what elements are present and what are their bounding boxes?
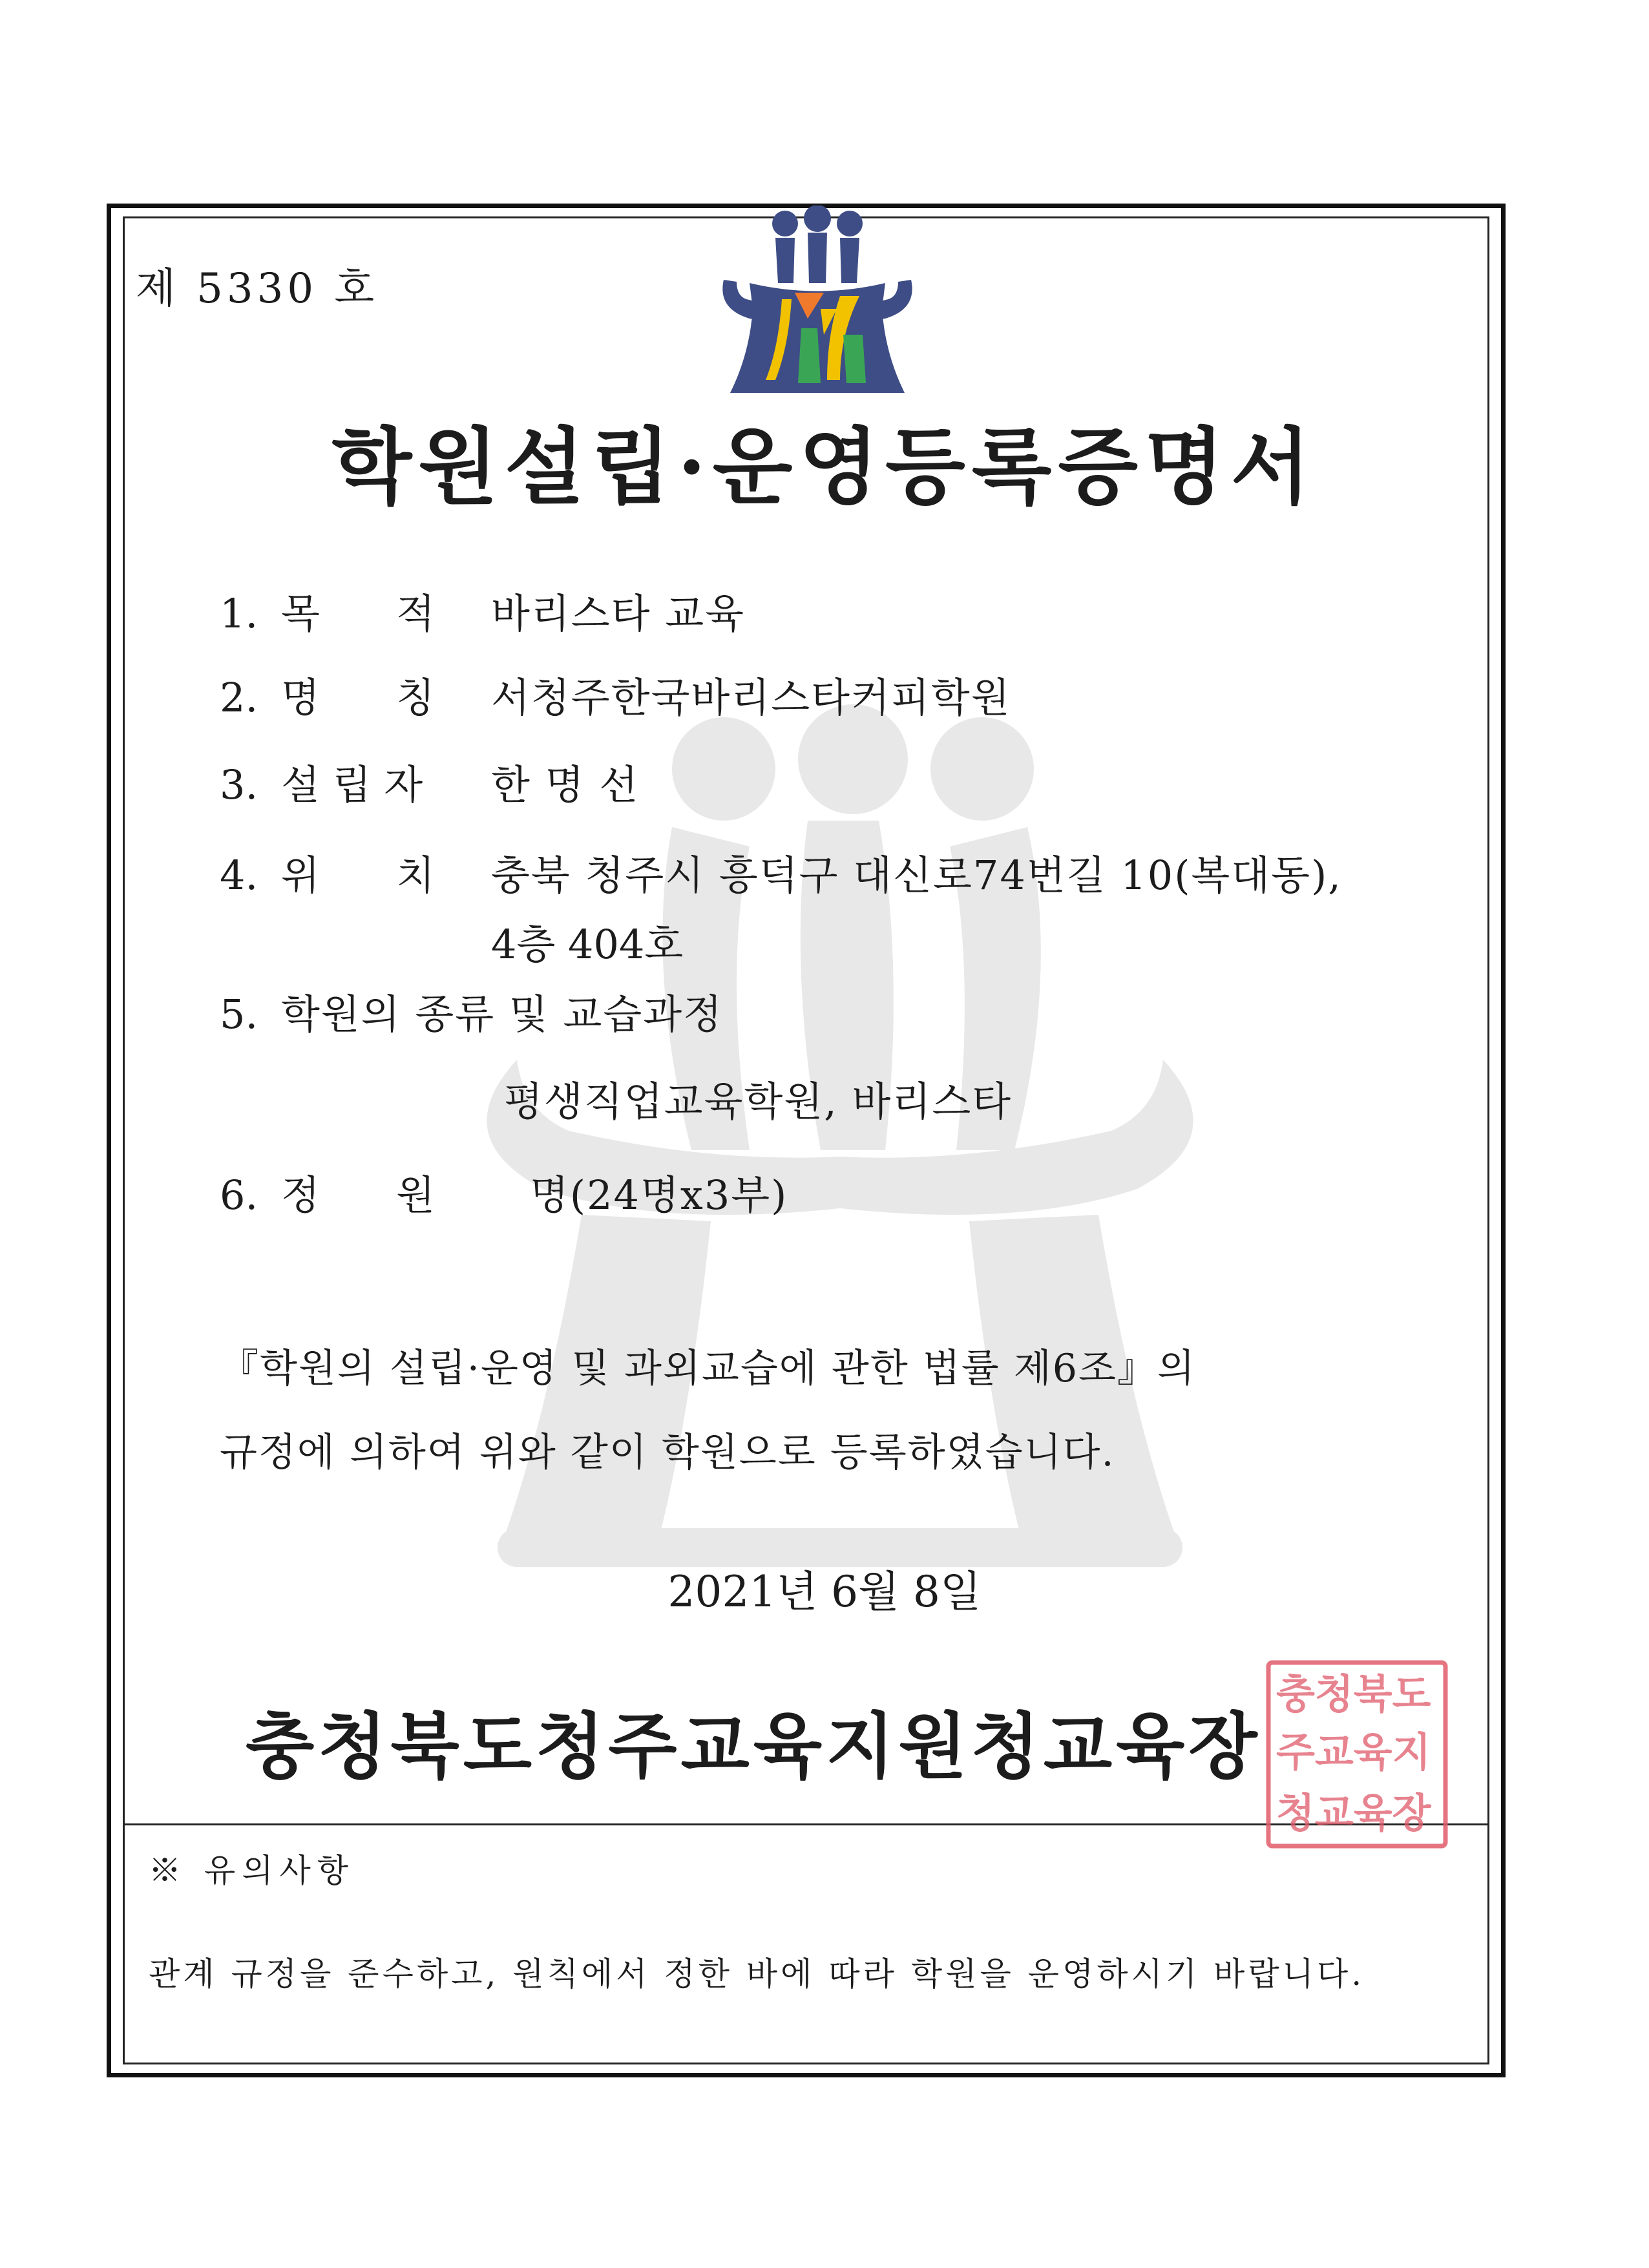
item-founder xyxy=(220,753,639,810)
notice-body: 관계 규정을 준수하고, 원칙에서 정한 바에 따라 학원을 운영하시기 바랍니다. xyxy=(149,1955,1365,1993)
issuer-name: 충청북도청주교육지원청교육장 xyxy=(246,1705,1261,1788)
item-label: 설 립 자 xyxy=(281,761,423,808)
item-label: 명 칭 xyxy=(281,674,436,721)
issue-date: 2021년 6월 8일 xyxy=(667,1567,982,1617)
svg-text:청교육장: 청교육장 xyxy=(1276,1789,1431,1836)
item-number: 5. xyxy=(220,991,258,1038)
item-value: 서청주한국바리스타커피학원 xyxy=(491,674,1011,721)
item-label: 학원의 종류 및 교습과정 xyxy=(281,991,724,1038)
item-number: 1. xyxy=(220,590,258,637)
official-seal xyxy=(1263,1657,1451,1851)
item-purpose xyxy=(220,582,745,639)
item-number: 2. xyxy=(220,674,258,721)
item-type-course-value: 평생직업교육학원, 바리스타 xyxy=(504,1078,1013,1125)
item-number: 4. xyxy=(220,852,258,899)
svg-text:충청북도: 충청북도 xyxy=(1276,1670,1431,1717)
document-title: 학원설립·운영등록증명서 xyxy=(331,419,1318,516)
item-type-course xyxy=(220,982,723,1040)
item-value: 바리스타 교육 xyxy=(491,590,746,637)
svg-text:주교육지: 주교육지 xyxy=(1276,1728,1431,1776)
notice-heading: ※ 유의사항 xyxy=(149,1852,355,1889)
item-location-continued: 4층 404호 xyxy=(491,921,684,968)
statement-line-2: 규정에 의하여 위와 같이 학원으로 등록하였습니다. xyxy=(220,1430,1115,1475)
item-location xyxy=(220,843,1342,901)
item-capacity xyxy=(220,1163,788,1221)
statement-line-1: 『학원의 설립·운영 및 과외교습에 관한 법률 제6조』의 xyxy=(220,1346,1196,1391)
education-office-logo xyxy=(711,205,924,399)
item-number: 6. xyxy=(220,1171,258,1219)
item-value: 한 명 선 xyxy=(491,761,640,808)
item-name xyxy=(220,666,1011,723)
item-label: 위 치 xyxy=(281,852,436,899)
item-label: 목 적 xyxy=(281,590,436,637)
item-label: 정 원 xyxy=(281,1171,436,1219)
certificate-number: 제 5330 호 xyxy=(136,265,379,313)
item-value: 충북 청주시 흥덕구 대신로74번길 10(복대동), xyxy=(491,852,1342,899)
item-value: 명(24명x3부) xyxy=(530,1171,788,1219)
item-number: 3. xyxy=(220,761,258,808)
